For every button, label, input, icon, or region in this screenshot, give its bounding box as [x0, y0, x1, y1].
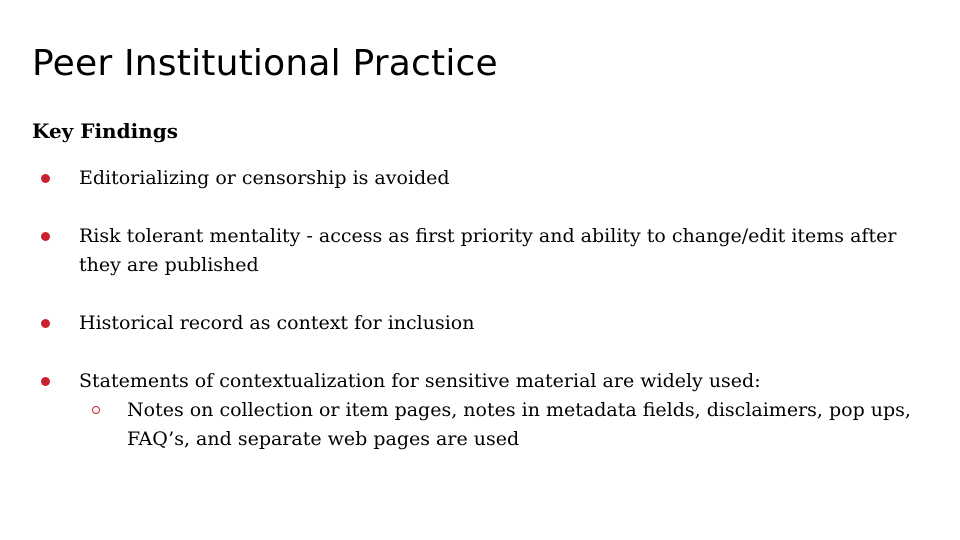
bullet-ring-icon: [92, 406, 100, 414]
bullet-dot-icon: [41, 232, 50, 241]
bullet-dot-icon: [41, 319, 50, 328]
bullet-text: Risk tolerant mentality - access as first priority and ability to change/edit items after they are published: [79, 225, 897, 276]
slide-subtitle: Key Findings: [32, 119, 178, 143]
bullet-dot-icon: [41, 174, 50, 183]
bullet-text: Statements of contextualization for sensitive material are widely used:: [79, 370, 761, 392]
bullet-text: Historical record as context for inclusion: [79, 312, 475, 334]
bullet-text: Editorializing or censorship is avoided: [79, 167, 450, 189]
slide-title: Peer Institutional Practice: [32, 43, 498, 84]
bullet-dot-icon: [41, 377, 50, 386]
sub-bullet-text: Notes on collection or item pages, notes in metadata fields, disclaimers, pop ups, FAQ’s, and separate web pages are used: [127, 399, 911, 450]
